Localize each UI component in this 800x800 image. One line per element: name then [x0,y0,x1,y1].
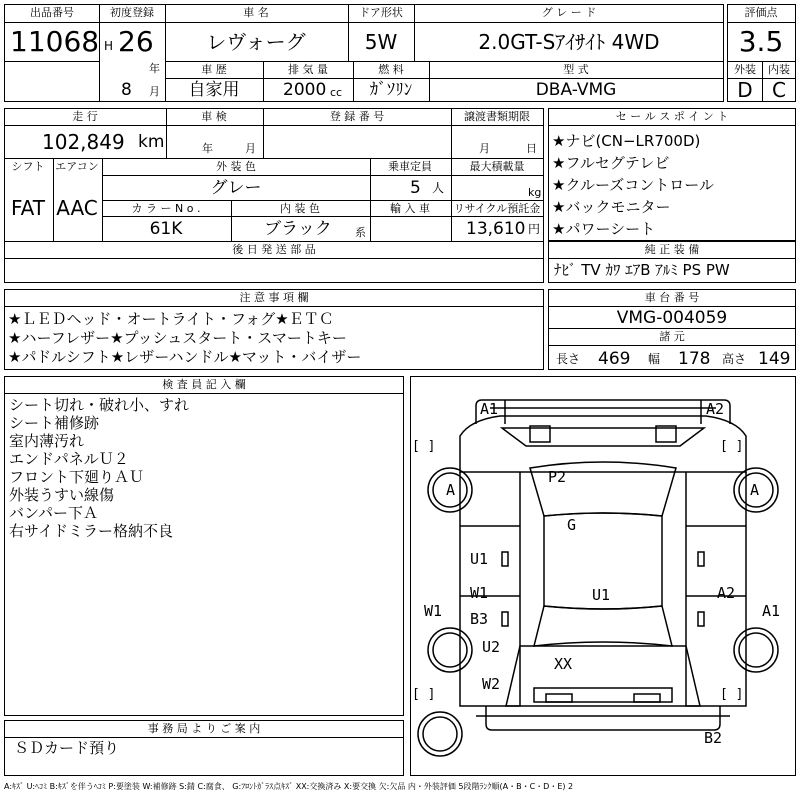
transfer-day-unit: 日 [526,142,537,155]
length-value: 469 [598,349,631,369]
interior-grade-label: 内装 [768,63,790,76]
model-code-label: 型 式 [563,63,589,76]
mileage-unit: km [138,132,165,152]
sales-point-item: ★フルセグテレビ [552,154,670,172]
door-type-label: ドア形状 [359,6,403,19]
inspection-label: 車 検 [201,110,227,123]
sales-points-list [552,130,714,240]
car-name: レヴォーグ [206,30,306,54]
height-label: 高さ [722,352,747,366]
mark-u1-center: U1 [592,586,611,604]
rear-right-wheel [734,628,778,672]
shift-type: FAT [10,196,46,220]
office-notice: ＳＤカード預り [14,739,120,757]
mark-bracket-rear-left: [ ] [412,687,436,702]
length-label: 長さ [556,352,581,366]
inspector-note: シート切れ・破れ小、すれ [9,396,190,414]
car-diagram [410,376,796,776]
mark-a-front-right-wheel: A [750,481,760,499]
inspection-year-unit: 年 [202,142,213,155]
caution-list [8,310,361,367]
displacement: 2000 [283,80,327,100]
sales-point-item: ★パワーシート [552,220,656,238]
spare-wheel [418,712,462,756]
inspector-note: 外装うすい線傷 [9,486,115,504]
door-type: 5W [364,30,398,54]
capacity-label: 乗車定員 [388,160,432,173]
displacement-unit: cc [330,86,343,99]
color-number: 61K [149,219,183,239]
front-bumper-outline [476,400,730,424]
equipment-list: ﾅﾋﾞ TV ｶﾜ ｴｱB ｱﾙﾐ PS PW [554,261,730,279]
hood-outline [460,416,746,472]
mark-u2: U2 [482,638,501,656]
mark-g: G [567,516,577,534]
chassis-number-label: 車 台 番 号 [644,291,700,304]
mileage-label: 走 行 [72,110,98,123]
recycle-deposit: 13,610 [466,219,526,239]
capacity-unit: 人 [432,181,445,195]
color-number-label: カ ラ ー N o . [131,202,201,215]
inspector-note: シート補修跡 [9,414,100,432]
plate-number-label: 登 録 番 号 [329,110,385,123]
width-value: 178 [678,349,711,369]
lot-number: 11068 [10,25,100,58]
interior-color-unit: 系 [355,226,366,239]
grade-label: グ レ ー ド [541,6,597,19]
history-label: 車 歴 [201,63,227,76]
sales-points-label: セ ー ル ス ポ イ ン ト [615,110,729,123]
era-letter: H [104,39,114,53]
exterior-color: グレー [210,178,262,198]
mark-w1-left-side: W1 [424,602,443,620]
mark-a1-top-left: A1 [480,400,499,418]
sales-point-item: ★ナビ(CN−LR700D) [552,132,701,150]
max-load-unit: kg [528,186,542,199]
inspector-note: 室内薄汚れ [9,432,85,450]
caution-line: ★ＬＥＤヘッド・オートライト・フォグ★ＥＴＣ [8,310,334,328]
width-label: 幅 [648,352,661,366]
transfer-month-unit: 月 [479,142,490,155]
height-value: 149 [758,349,791,369]
mark-bracket-left: [ ] [412,439,436,454]
mileage: 102,849 [42,130,125,154]
mark-a2-right: A2 [717,584,736,602]
displacement-label: 排 気 量 [288,63,328,76]
capacity: 5 [410,178,421,198]
aircon-type: AAC [56,196,98,220]
shift-label: シフト [11,160,45,173]
trunk-outline [506,646,700,706]
lot-number-label: 出品番号 [30,6,74,19]
year-unit: 年 [149,62,160,75]
left-side-outline [460,472,520,706]
rear-left-wheel [428,628,472,672]
mark-b3: B3 [470,610,489,628]
exterior-grade-label: 外装 [734,63,756,76]
right-side-outline [686,472,746,706]
caution-line: ★パドルシフト★レザーハンドル★マット・バイザー [8,348,362,366]
later-parts-label: 後 日 発 送 部 品 [232,243,316,256]
sales-point-item: ★クルーズコントロール [552,176,714,194]
mark-u1-left: U1 [470,550,489,568]
recycle-deposit-unit: 円 [528,222,541,236]
interior-color: ブラック [264,219,332,239]
grade: 2.0GT-Sｱｲｻｲﾄ 4WD [478,30,660,54]
inspection-month-unit: 月 [245,142,256,155]
fuel-label: 燃 料 [378,63,404,76]
exterior-color-label: 外 装 色 [216,160,256,173]
dimensions-label: 諸 元 [659,330,685,343]
import-label: 輸 入 車 [390,202,430,215]
recycle-deposit-label: リサイクル預託金 [453,202,541,215]
registration-year: 26 [118,25,154,58]
transfer-deadline-label: 譲渡書類期限 [464,110,530,123]
sales-point-item: ★バックモニター [552,198,671,216]
mark-xx: XX [554,655,573,673]
caution-line: ★ハーフレザー★プッシュスタート・スマートキー [8,329,347,347]
mark-b2: B2 [704,729,723,747]
fuel: ｶﾞｿﾘﾝ [369,80,413,100]
mark-bracket-rear-right: [ ] [720,687,744,702]
interior-grade: C [772,78,786,102]
mark-p2: P2 [548,468,567,486]
mark-a2-top-right: A2 [706,400,725,418]
rear-window-outline [534,606,672,646]
model-code: DBA-VMG [535,80,617,100]
first-registration-label: 初度登録 [110,6,154,19]
inspector-notes [9,396,189,540]
inspector-note: 右サイドミラー格納不良 [9,522,173,540]
equipment-label: 純 正 装 備 [644,243,700,256]
overall-score: 3.5 [738,25,784,58]
aircon-label: エアコン [55,160,99,173]
inspector-note: バンパー下Ａ [9,504,98,522]
office-notice-label: 事 務 局 よ り ご 案 内 [147,722,261,735]
mark-a1-right: A1 [762,602,781,620]
interior-color-label: 内 装 色 [280,202,320,215]
chassis-number: VMG-004059 [616,308,728,328]
damage-legend: A:ｷｽﾞ U:ﾍｺﾐ B:ｷｽﾞを伴うﾍｺﾐ P:要塗装 W:補修跡 S:錆 C:腐食、 G:ﾌﾛﾝﾄｶﾞﾗｽ点ｷｽﾞ XX:交換済み X:要交換 欠:欠品 内・外装評価 5段階ﾗﾝｸ順(A・B・C・D・E) 2 [4,782,574,791]
registration-month: 8 [121,80,132,100]
inspector-note: フロント下廻りＡＵ [9,468,145,486]
mark-w2: W2 [482,675,501,693]
inspector-label: 検 査 員 記 入 欄 [162,378,246,391]
caution-label: 注 意 事 項 欄 [239,291,309,304]
max-load-label: 最大積載量 [469,160,525,173]
history: 自家用 [188,80,240,100]
month-unit: 月 [149,85,160,98]
mark-bracket-right: [ ] [720,439,744,454]
score-label: 評価点 [744,6,778,19]
exterior-grade: D [737,78,753,102]
inspector-note: エンドパネルＵ２ [9,450,129,468]
mark-a-front-left-wheel: A [446,481,456,499]
car-name-label: 車 名 [243,6,269,19]
mark-w1-left-door: W1 [470,584,489,602]
rear-bumper-outline [534,688,672,702]
